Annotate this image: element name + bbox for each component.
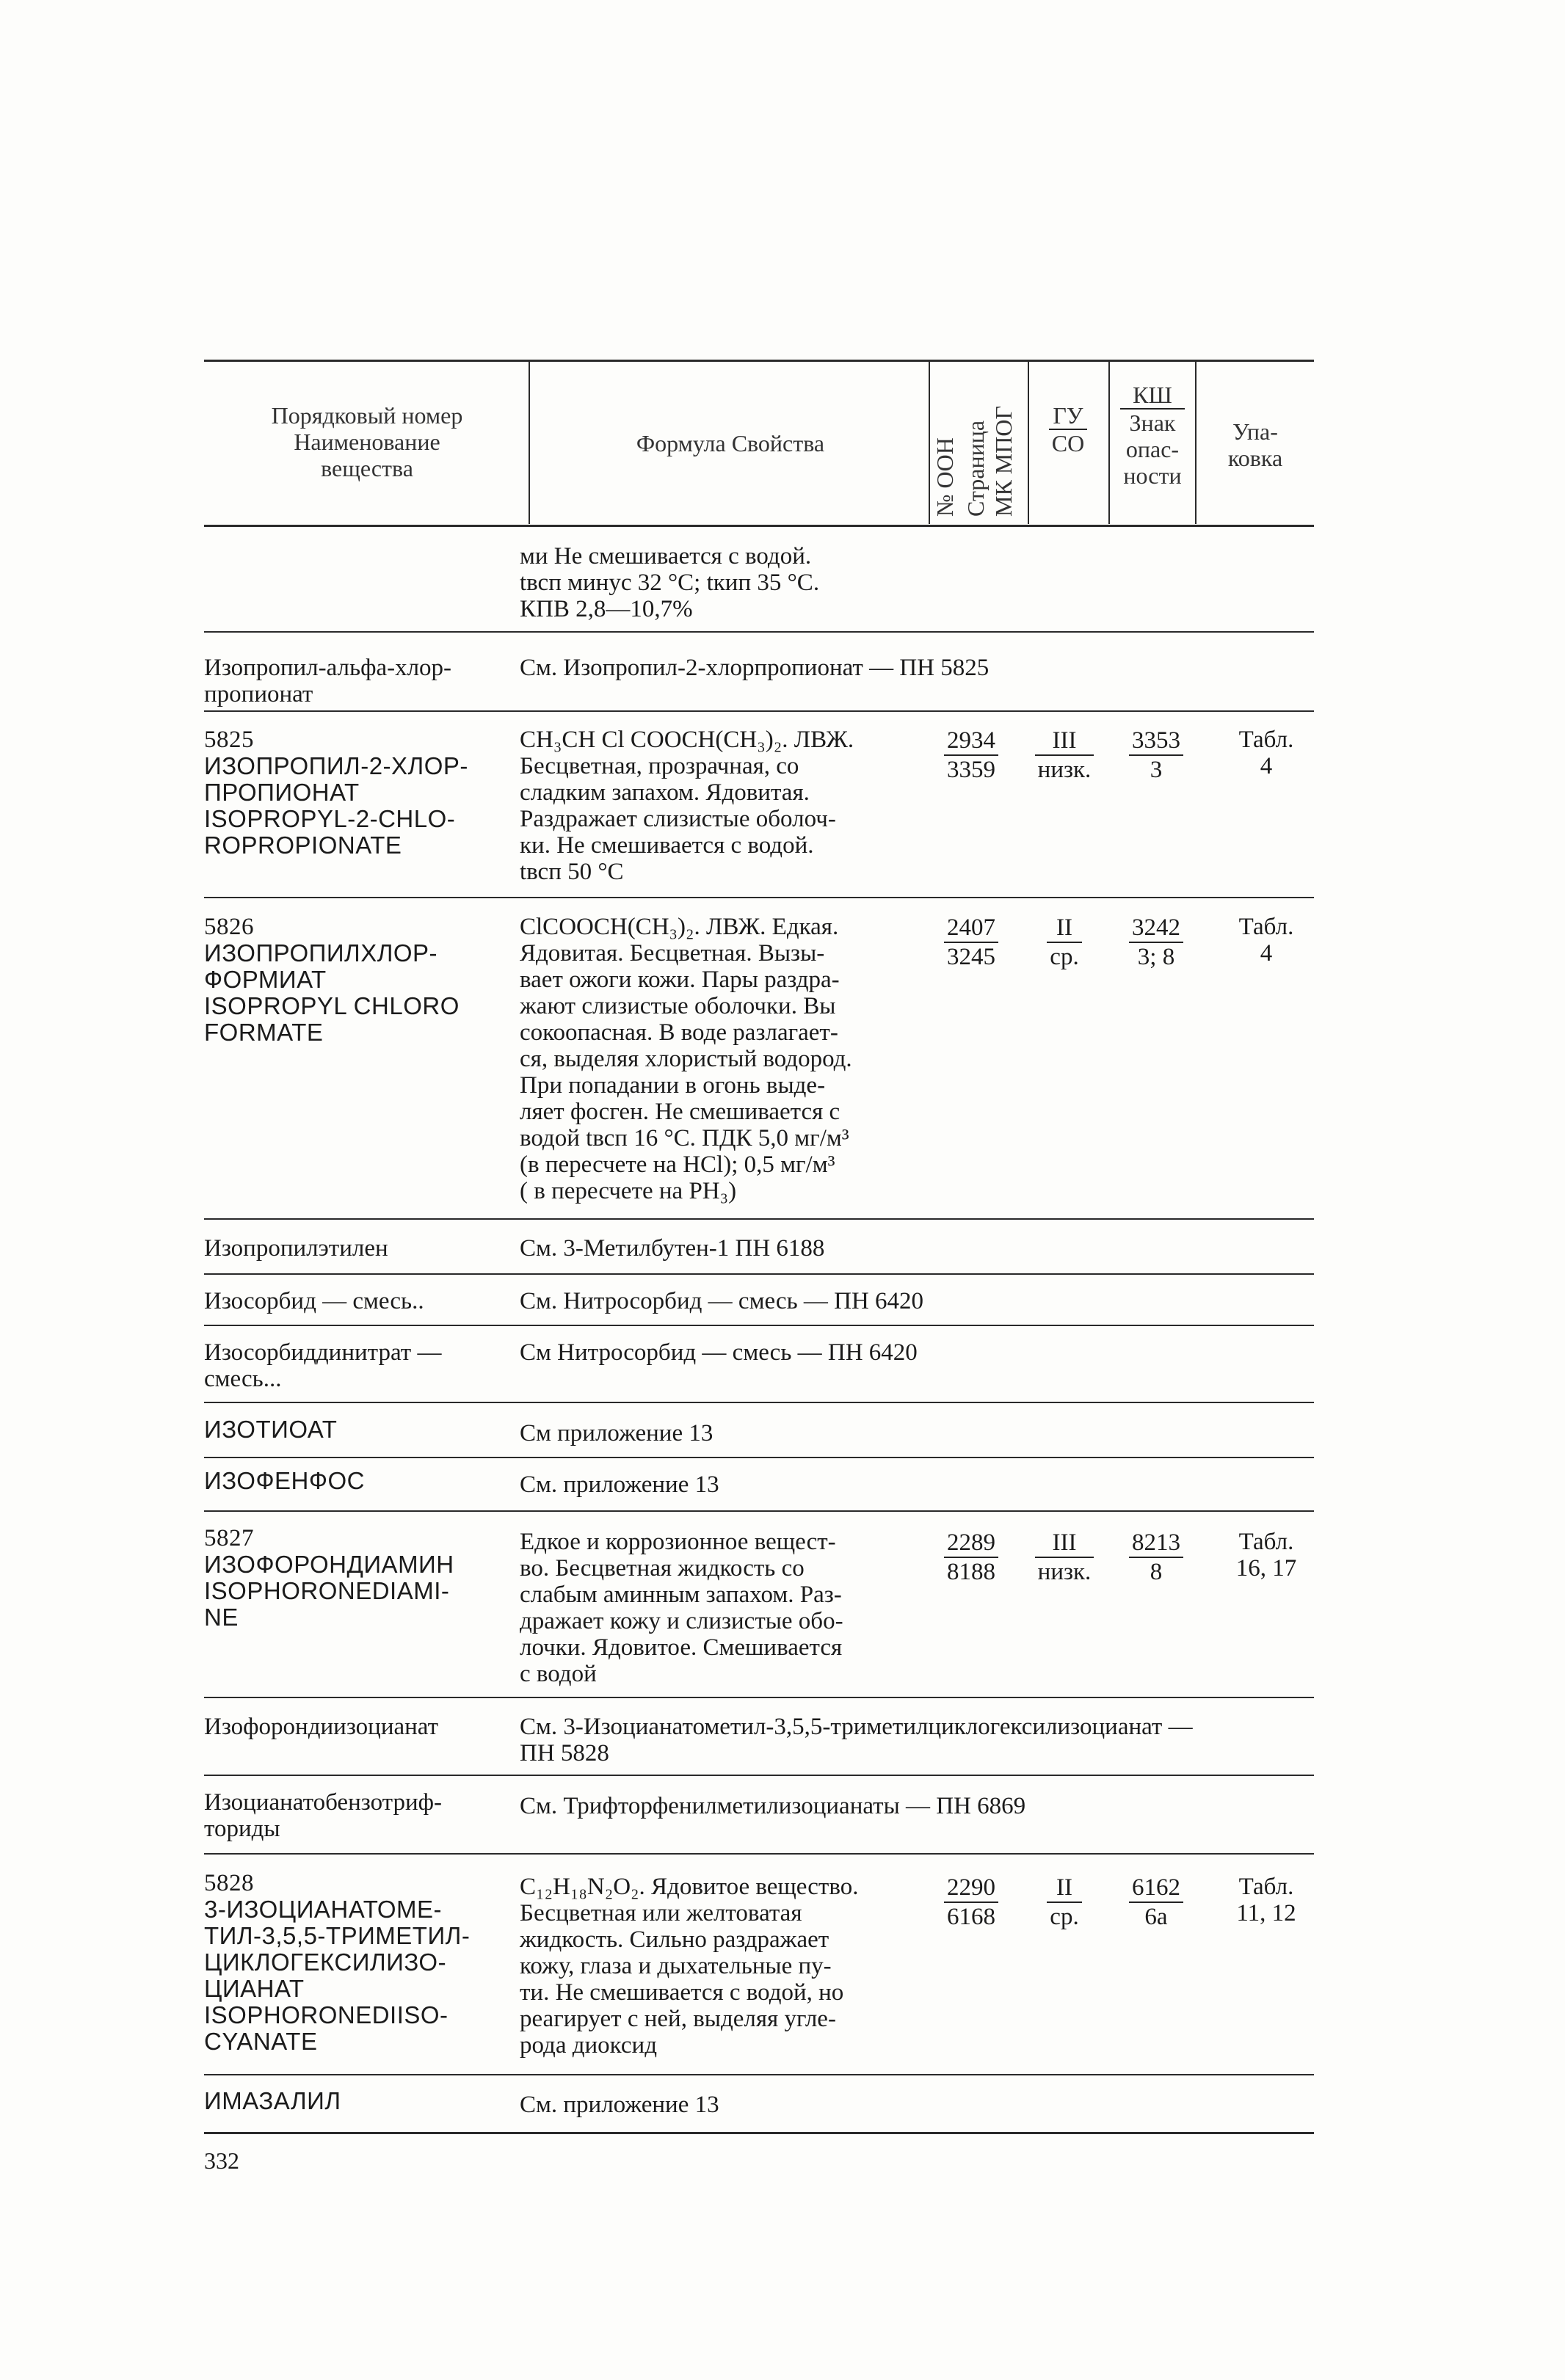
- prop-line: кожу, глаза и дыхательные пу-: [520, 1953, 832, 1979]
- row-rule: [204, 1457, 1314, 1458]
- entry-name-line: ИЗОПРОПИЛХЛОР-: [204, 939, 438, 967]
- row-rule: [204, 1218, 1314, 1220]
- entry-name-line: Изопропилэтилен: [204, 1235, 388, 1262]
- oon-page-cell: [931, 914, 1012, 971]
- carry-over-text: [520, 543, 1034, 622]
- header-ksh: КШ: [1120, 382, 1184, 410]
- entry-name-line: смесь...: [204, 1366, 282, 1392]
- row-rule: [204, 1853, 1314, 1855]
- entry-name-line: ториды: [204, 1816, 280, 1842]
- entry-name: [204, 655, 512, 707]
- header-pack-line: Упа-: [1232, 418, 1278, 445]
- ksh-value: 3242: [1129, 914, 1183, 943]
- entry-reference: См приложение 13: [520, 1420, 713, 1446]
- entry-number: 5827: [204, 1525, 254, 1551]
- row-rule: [204, 1325, 1314, 1326]
- row-rule: [204, 1697, 1314, 1698]
- entry-name-line: Изофорондиизоцианат: [204, 1714, 439, 1740]
- entry-reference: См Нитросорбид — смесь — ПН 6420: [520, 1339, 918, 1366]
- gu-value: II: [1047, 1874, 1081, 1903]
- entry-name-line: NE: [204, 1604, 239, 1631]
- oon-number: 2934: [944, 727, 998, 756]
- pack-line: Табл.: [1238, 727, 1294, 753]
- header-divider: [529, 361, 530, 524]
- header-divider: [1028, 361, 1029, 524]
- entry-name: [204, 1235, 512, 1262]
- prop-line: C₁₂H₁₈N₂O₂. Ядовитое вещество.: [520, 1874, 859, 1900]
- header-page-column-line1: Страница: [962, 420, 989, 517]
- znak-value: 6а: [1144, 1904, 1168, 1930]
- entry-name-line: ФОРМИАТ: [204, 966, 327, 993]
- carry-line: ми Не смешивается с водой.: [520, 543, 812, 569]
- header-gu: ГУ: [1049, 402, 1087, 430]
- prop-line: во. Бесцветная жидкость со: [520, 1555, 805, 1582]
- prop-line: рода диоксид: [520, 2032, 657, 2059]
- prop-line: сладким запахом. Ядовитая.: [520, 779, 810, 806]
- entry-name: [204, 1468, 512, 1494]
- oon-page-cell: [931, 727, 1012, 784]
- prop-line: сокоопасная. В воде разлагает-: [520, 1019, 838, 1046]
- entry-reference: См. приложение 13: [520, 2092, 719, 2118]
- oon-page-cell: [931, 1874, 1012, 1931]
- prop-line: водой tвсп 16 °С. ПДК 5,0 мг/м³: [520, 1125, 849, 1151]
- entry-number: 5826: [204, 914, 254, 940]
- row-rule: [204, 631, 1314, 633]
- header-znak-line: ности: [1123, 462, 1182, 489]
- prop-line: Раздражает слизистые оболоч-: [520, 806, 836, 832]
- header-formula-column: Формула Свойства: [636, 430, 825, 456]
- header-oon-column: № ООН: [932, 437, 958, 517]
- prop-line: ки. Не смешивается с водой.: [520, 832, 814, 859]
- entry-reference: См. 3-Метилбутен-1 ПН 6188: [520, 1235, 825, 1262]
- znak-value: 3: [1150, 757, 1163, 783]
- ksh-znak-cell: [1116, 1874, 1197, 1931]
- page-number: 6168: [947, 1904, 995, 1930]
- entry-name-line: 3-ИЗОЦИАНАТОМЕ-: [204, 1896, 443, 1923]
- prop-line: (в пересчете на HCl); 0,5 мг/м³: [520, 1151, 835, 1178]
- entry-name-line: ISOPHORONEDIAMI-: [204, 1577, 450, 1604]
- header-name-line: Наименование: [294, 429, 440, 455]
- header-name-line: вещества: [321, 455, 413, 481]
- entry-name: [204, 1789, 512, 1842]
- co-value: низк.: [1037, 1559, 1092, 1585]
- entry-name-line: ISOPHORONEDIISO-: [204, 2001, 449, 2028]
- header-divider: [1108, 361, 1110, 524]
- entry-name-line: FORMATE: [204, 1019, 324, 1046]
- entry-name-line: ИЗОФЕНФОС: [204, 1467, 365, 1494]
- gu-co-cell: [1028, 1529, 1101, 1586]
- row-rule: [204, 1510, 1314, 1512]
- page-number-footer: 332: [204, 2147, 239, 2174]
- entry-properties: [520, 1874, 931, 2059]
- carry-line: tвсп минус 32 °С; tкип 35 °С.: [520, 569, 820, 596]
- entry-name-line: Изоцианатобензотриф-: [204, 1789, 443, 1816]
- prop-line: При попадании в огонь выде-: [520, 1072, 826, 1099]
- prop-line: ся, выделяя хлористый водород.: [520, 1046, 852, 1072]
- prop-line: Бесцветная или желтоватая: [520, 1900, 802, 1926]
- header-top-rule: [204, 360, 1314, 362]
- oon-number: 2407: [944, 914, 998, 943]
- gu-value: III: [1035, 727, 1094, 756]
- entry-name-line: пропионат: [204, 681, 313, 707]
- row-rule: [204, 897, 1314, 898]
- row-rule: [204, 710, 1314, 712]
- entry-number: 5828: [204, 1870, 254, 1896]
- entry-reference: [520, 1714, 1312, 1766]
- entry-name-line: ЦИКЛОГЕКСИЛИЗО-: [204, 1948, 447, 1976]
- entry-properties: [520, 1529, 931, 1687]
- header-page-column-line2: МК МПОГ: [990, 406, 1017, 517]
- entry-name-line: ROPROPIONATE: [204, 831, 402, 859]
- ksh-value: 3353: [1129, 727, 1183, 756]
- entry-number: 5825: [204, 727, 254, 753]
- entry-properties: [520, 727, 931, 885]
- gu-value: III: [1035, 1529, 1094, 1558]
- entry-name-line: Изосорбиддинитрат —: [204, 1339, 442, 1366]
- entry-name-line: Изосорбид — смесь..: [204, 1288, 424, 1314]
- prop-line: жают слизистые оболочки. Вы: [520, 993, 836, 1019]
- entry-reference: См. Изопропил-2-хлорпропионат — ПН 5825: [520, 655, 990, 681]
- page-number: 3245: [947, 944, 995, 970]
- entry-name-line: CYANATE: [204, 2028, 318, 2055]
- header-znak-line: Знак: [1129, 410, 1176, 436]
- header-bottom-rule: [204, 525, 1314, 527]
- prop-line: Ядовитая. Бесцветная. Вызы-: [520, 940, 825, 967]
- entry-name-line: ИЗОПРОПИЛ-2-ХЛОР-: [204, 752, 468, 779]
- header-name-line: Порядковый номер: [271, 402, 463, 429]
- pack-cell: [1219, 1874, 1314, 1926]
- entry-name-line: ТИЛ-3,5,5-ТРИМЕТИЛ-: [204, 1922, 471, 1949]
- row-rule: [204, 1775, 1314, 1776]
- gu-value: II: [1047, 914, 1081, 943]
- entry-name: [204, 1288, 512, 1314]
- gu-co-cell: [1028, 1874, 1101, 1931]
- header-divider: [1195, 361, 1197, 524]
- page-number: 3359: [947, 757, 995, 783]
- pack-cell: [1219, 1529, 1314, 1582]
- oon-number: 2289: [944, 1529, 998, 1558]
- co-value: ср.: [1050, 944, 1079, 970]
- entry-name: [204, 1870, 512, 2055]
- co-value: ср.: [1050, 1904, 1079, 1930]
- ksh-value: 6162: [1129, 1874, 1183, 1903]
- prop-line: Едкое и коррозионное вещест-: [520, 1529, 836, 1555]
- pack-cell: [1219, 727, 1314, 779]
- ksh-znak-cell: [1116, 914, 1197, 971]
- pack-line: 4: [1260, 940, 1273, 967]
- prop-line: ClCOOCH(CH₃)₂. ЛВЖ. Едкая.: [520, 914, 839, 940]
- gu-co-cell: [1028, 727, 1101, 784]
- co-value: низк.: [1037, 757, 1092, 783]
- row-rule: [204, 1402, 1314, 1403]
- prop-line: жидкость. Сильно раздражает: [520, 1926, 829, 1953]
- entry-name: [204, 914, 512, 1046]
- prop-line: См. 3-Изоцианатометил-3,5,5-триметилциклогексилизоцианат —: [520, 1714, 1193, 1740]
- pack-line: Табл.: [1238, 1529, 1294, 1555]
- oon-page-cell: [931, 1529, 1012, 1586]
- row-rule: [204, 1273, 1314, 1275]
- prop-line: ( в пересчете на PH₃): [520, 1178, 737, 1204]
- prop-line: реагирует с ней, выделяя угле-: [520, 2006, 836, 2032]
- prop-line: слабым аминным запахом. Раз-: [520, 1582, 842, 1608]
- entry-name-line: ИЗОФОРОНДИАМИН: [204, 1551, 454, 1578]
- entry-name-line: ЦИАНАТ: [204, 1975, 305, 2002]
- prop-line: с водой: [520, 1661, 597, 1687]
- prop-line: ти. Не смешивается с водой, но: [520, 1979, 844, 2006]
- prop-line: дражает кожу и слизистые обо-: [520, 1608, 843, 1634]
- entry-name-line: ИЗОТИОАТ: [204, 1416, 338, 1443]
- entry-name: [204, 1339, 512, 1392]
- ksh-znak-cell: [1116, 1529, 1197, 1586]
- pack-line: 11, 12: [1236, 1900, 1296, 1926]
- header-gu-column: [1031, 402, 1105, 456]
- pack-cell: [1219, 914, 1314, 967]
- table-bottom-rule: [204, 2132, 1314, 2134]
- prop-line: лочки. Ядовитое. Смешивается: [520, 1634, 843, 1661]
- header-co: СО: [1051, 430, 1085, 456]
- row-rule: [204, 2074, 1314, 2075]
- oon-number: 2290: [944, 1874, 998, 1903]
- header-divider: [929, 361, 930, 524]
- znak-value: 3; 8: [1137, 944, 1175, 970]
- entry-name-line: ISOPROPYL CHLORO: [204, 992, 460, 1019]
- page-number: 8188: [947, 1559, 995, 1585]
- prop-line: вает ожоги кожи. Пары раздра-: [520, 967, 840, 993]
- entry-name-line: ПРОПИОНАТ: [204, 779, 360, 806]
- prop-line: CH₃CH Cl COOCH(CH₃)₂. ЛВЖ.: [520, 727, 854, 753]
- entry-name: [204, 727, 512, 859]
- prop-line: ляет фосген. Не смешивается с: [520, 1099, 840, 1125]
- pack-line: 16, 17: [1235, 1555, 1297, 1582]
- gu-co-cell: [1028, 914, 1101, 971]
- ksh-value: 8213: [1129, 1529, 1183, 1558]
- entry-properties: [520, 914, 931, 1204]
- entry-name: [204, 1714, 512, 1740]
- znak-value: 8: [1150, 1559, 1163, 1585]
- prop-line: tвсп 50 °С: [520, 859, 624, 885]
- prop-line: Бесцветная, прозрачная, со: [520, 753, 799, 779]
- entry-name-line: Изопропил-альфа-хлор-: [204, 655, 452, 681]
- header-name-column: [213, 402, 521, 481]
- header-pack-line: ковка: [1227, 445, 1283, 471]
- entry-reference: См. приложение 13: [520, 1471, 719, 1498]
- prop-line: ПН 5828: [520, 1740, 609, 1766]
- pack-line: Табл.: [1238, 1874, 1294, 1900]
- pack-line: Табл.: [1238, 914, 1294, 940]
- entry-name: [204, 2088, 512, 2114]
- pack-line: 4: [1260, 753, 1273, 779]
- header-znak-line: опас-: [1125, 436, 1180, 462]
- entry-name: [204, 1525, 512, 1631]
- carry-line: КПВ 2,8—10,7%: [520, 596, 693, 622]
- header-znak: [1120, 410, 1184, 489]
- entry-reference: См. Нитросорбид — смесь — ПН 6420: [520, 1288, 924, 1314]
- entry-name-line: ИМАЗАЛИЛ: [204, 2087, 341, 2114]
- entry-name-line: ISOPROPYL-2-CHLO-: [204, 805, 456, 832]
- ksh-znak-cell: [1116, 727, 1197, 784]
- entry-name: [204, 1416, 512, 1443]
- header-ksh-column: [1112, 382, 1193, 489]
- entry-reference: См. Трифторфенилметилизоцианаты — ПН 6869: [520, 1793, 1026, 1819]
- header-pack-column: [1204, 418, 1307, 471]
